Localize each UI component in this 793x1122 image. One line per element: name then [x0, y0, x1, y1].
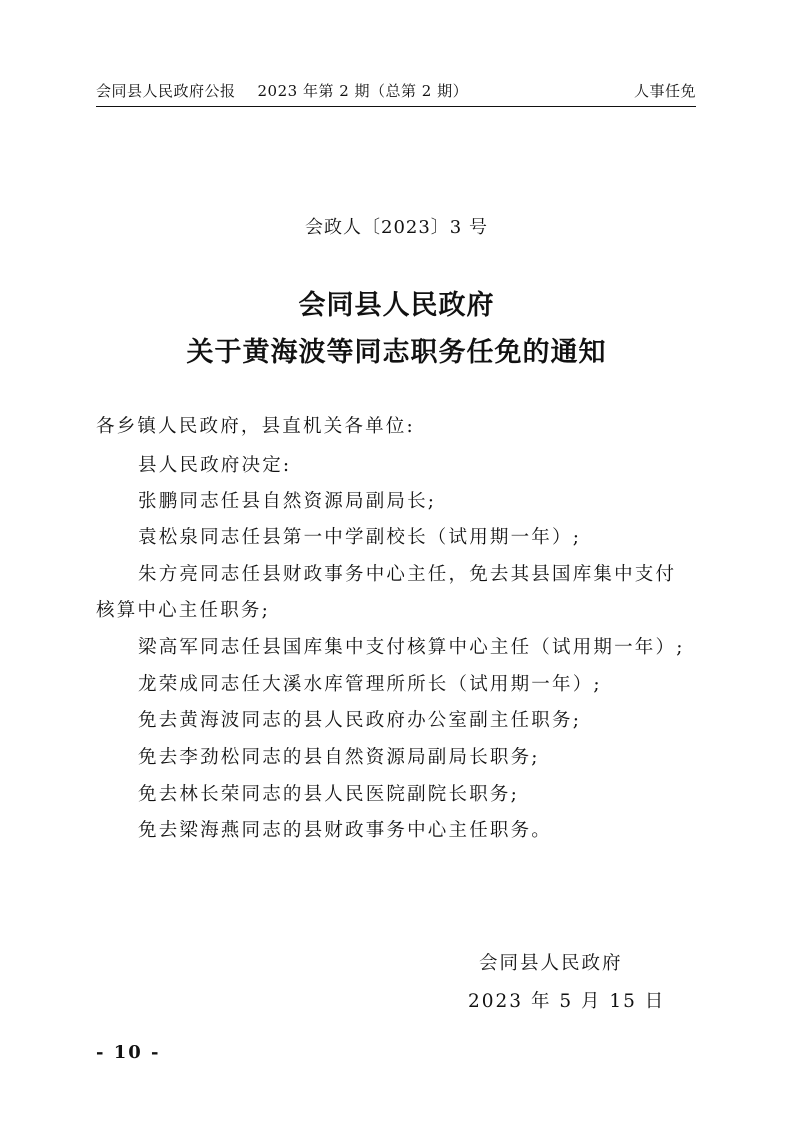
appointment-item: 张鹏同志任县自然资源局副局长;	[138, 491, 437, 512]
gazette-name: 会同县人民政府公报	[96, 82, 236, 100]
appointment-item: 朱方亮同志任县财政事务中心主任，免去其县国库集中支付	[138, 564, 677, 585]
appointment-item-continued: 核算中心主任职务;	[96, 600, 271, 621]
header-divider	[96, 106, 696, 107]
intro-line: 县人民政府决定:	[138, 455, 292, 476]
page-header	[96, 74, 696, 108]
header-left	[96, 80, 468, 101]
page-number: - 10 -	[96, 1042, 161, 1063]
document-title-line-2: 关于黄海波等同志职务任免的通知	[186, 337, 607, 368]
removal-item: 免去李劲松同志的县自然资源局副局长职务;	[138, 747, 540, 768]
section-label: 人事任免	[633, 82, 696, 100]
signature-date: 2023 年 5 月 15 日	[468, 991, 666, 1012]
removal-item: 免去黄海波同志的县人民政府办公室副主任职务;	[138, 710, 582, 731]
appointment-item: 龙荣成同志任大溪水库管理所所长（试用期一年）;	[138, 674, 602, 695]
document-title-line-1: 会同县人民政府	[298, 290, 495, 321]
salutation: 各乡镇人民政府，县直机关各单位:	[96, 416, 415, 437]
signature-org: 会同县人民政府	[479, 953, 623, 974]
appointment-item: 梁高军同志任县国库集中支付核算中心主任（试用期一年）;	[138, 637, 685, 658]
removal-item: 免去梁海燕同志的县财政事务中心主任职务。	[138, 820, 553, 841]
issue-label: 2023 年第 2 期（总第 2 期）	[257, 82, 469, 100]
appointment-item: 袁松泉同志任县第一中学副校长（试用期一年）;	[138, 527, 582, 548]
removal-item: 免去林长荣同志的县人民医院副院长职务;	[138, 784, 520, 805]
document-number: 会政人〔2023〕3 号	[305, 217, 488, 238]
